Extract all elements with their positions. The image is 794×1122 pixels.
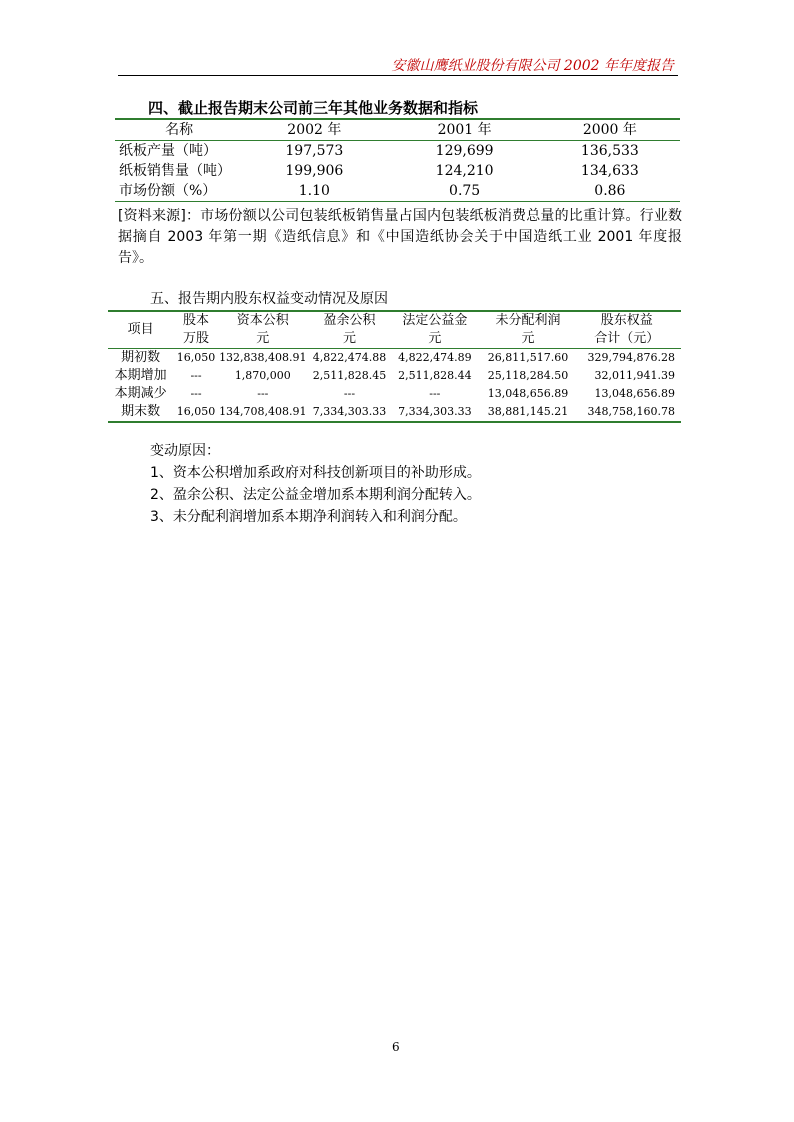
- header-rule: [118, 75, 678, 76]
- cell-value: 1,870,000: [234, 369, 291, 382]
- cell-value: 329,794,876.28: [587, 351, 675, 364]
- cell-value: 4,822,474.89: [398, 351, 472, 364]
- table-row: [108, 367, 681, 385]
- table-row: [108, 349, 681, 368]
- cell-value: 2,511,828.45: [312, 369, 387, 382]
- reason-item: 2、盈余公积、法定公益金增加系本期利润分配转入。: [150, 487, 481, 503]
- cell-value: 199,906: [285, 163, 344, 179]
- column-header: 股东权益: [600, 313, 653, 328]
- column-header: 2002 年: [287, 122, 342, 138]
- cell-value: 124,210: [435, 163, 494, 179]
- column-header: 资本公积: [236, 313, 289, 328]
- table-row: [108, 385, 681, 403]
- column-unit: 元: [256, 331, 270, 346]
- cell-value: 13,048,656.89: [594, 387, 675, 400]
- cell-value: 16,050: [176, 405, 216, 418]
- cell-value: 2,511,828.44: [398, 369, 472, 382]
- column-header: 2001 年: [437, 122, 492, 138]
- column-header: 股本: [183, 313, 210, 328]
- cell-value: 129,699: [435, 143, 494, 159]
- table-row: [115, 181, 680, 202]
- change-reasons: [150, 440, 481, 528]
- cell-value: 134,708,408.91: [219, 405, 307, 418]
- table-header-row-units: [108, 330, 681, 349]
- row-label: 本期增加: [114, 368, 167, 383]
- cell-value: 7,334,303.33: [312, 405, 387, 418]
- row-label: 市场份额（%）: [119, 183, 217, 199]
- cell-value: 0.86: [594, 183, 626, 199]
- table-row: [115, 161, 680, 181]
- column-header: 2000 年: [582, 122, 637, 138]
- row-label: 期初数: [121, 350, 161, 365]
- column-unit: 元: [342, 331, 356, 346]
- source-note: [资料来源]：市场份额以公司包装纸板销售量占国内包装纸板消费总量的比重计算。行业数据摘自 2003 年第一期《造纸信息》和《中国造纸协会关于中国造纸工业 2001 年度报告》。: [118, 208, 682, 266]
- column-unit: 元: [428, 331, 442, 346]
- column-unit: 万股: [183, 331, 210, 346]
- table-row: [115, 141, 680, 162]
- reasons-title: 变动原因：: [150, 443, 220, 459]
- cell-value: 16,050: [176, 351, 216, 364]
- column-header: 名称: [165, 122, 194, 138]
- column-unit: 合计（元）: [594, 331, 660, 346]
- cell-value: 136,533: [580, 143, 639, 159]
- cell-value: 4,822,474.88: [312, 351, 387, 364]
- row-label: 纸板产量（吨）: [119, 143, 217, 159]
- cell-value: 0.75: [449, 183, 481, 199]
- table-header-row: [115, 119, 680, 141]
- cell-value: ---: [257, 387, 269, 400]
- report-header-title: 安徽山鹰纸业股份有限公司 2002 年年度报告: [391, 58, 674, 74]
- cell-value: 1.10: [298, 183, 330, 199]
- reason-item: 1、资本公积增加系政府对科技创新项目的补助形成。: [150, 465, 481, 481]
- cell-value: ---: [429, 387, 441, 400]
- cell-value: 26,811,517.60: [487, 351, 569, 364]
- section5-title: 五、报告期内股东权益变动情况及原因: [150, 291, 388, 307]
- cell-value: 132,838,408.91: [219, 351, 307, 364]
- row-label: 纸板销售量（吨）: [119, 163, 231, 179]
- cell-value: 13,048,656.89: [487, 387, 569, 400]
- cell-value: 32,011,941.39: [594, 369, 675, 382]
- table-row: [108, 403, 681, 422]
- cell-value: 197,573: [285, 143, 344, 159]
- equity-change-table: [108, 310, 681, 423]
- column-header: 法定公益金: [402, 313, 468, 328]
- cell-value: ---: [190, 369, 202, 382]
- section4-title: 四、截止报告期末公司前三年其他业务数据和指标: [148, 99, 479, 117]
- column-header: 盈余公积: [323, 313, 376, 328]
- row-label: 期末数: [121, 404, 161, 419]
- cell-value: 25,118,284.50: [487, 369, 569, 382]
- cell-value: 7,334,303.33: [398, 405, 472, 418]
- column-header-item: 项目: [127, 322, 154, 337]
- page-number: 6: [392, 1040, 400, 1054]
- cell-value: ---: [343, 387, 356, 400]
- row-label: 本期减少: [114, 386, 167, 401]
- business-data-table: [115, 118, 680, 202]
- cell-value: 348,758,160.78: [587, 405, 675, 418]
- cell-value: 38,881,145.21: [487, 405, 569, 418]
- cell-value: ---: [190, 387, 202, 400]
- reason-item: 3、未分配利润增加系本期净利润转入和利润分配。: [150, 509, 467, 525]
- table-header-row: [108, 311, 681, 330]
- column-unit: 元: [521, 331, 535, 346]
- cell-value: 134,633: [580, 163, 639, 179]
- column-header: 未分配利润: [495, 313, 561, 328]
